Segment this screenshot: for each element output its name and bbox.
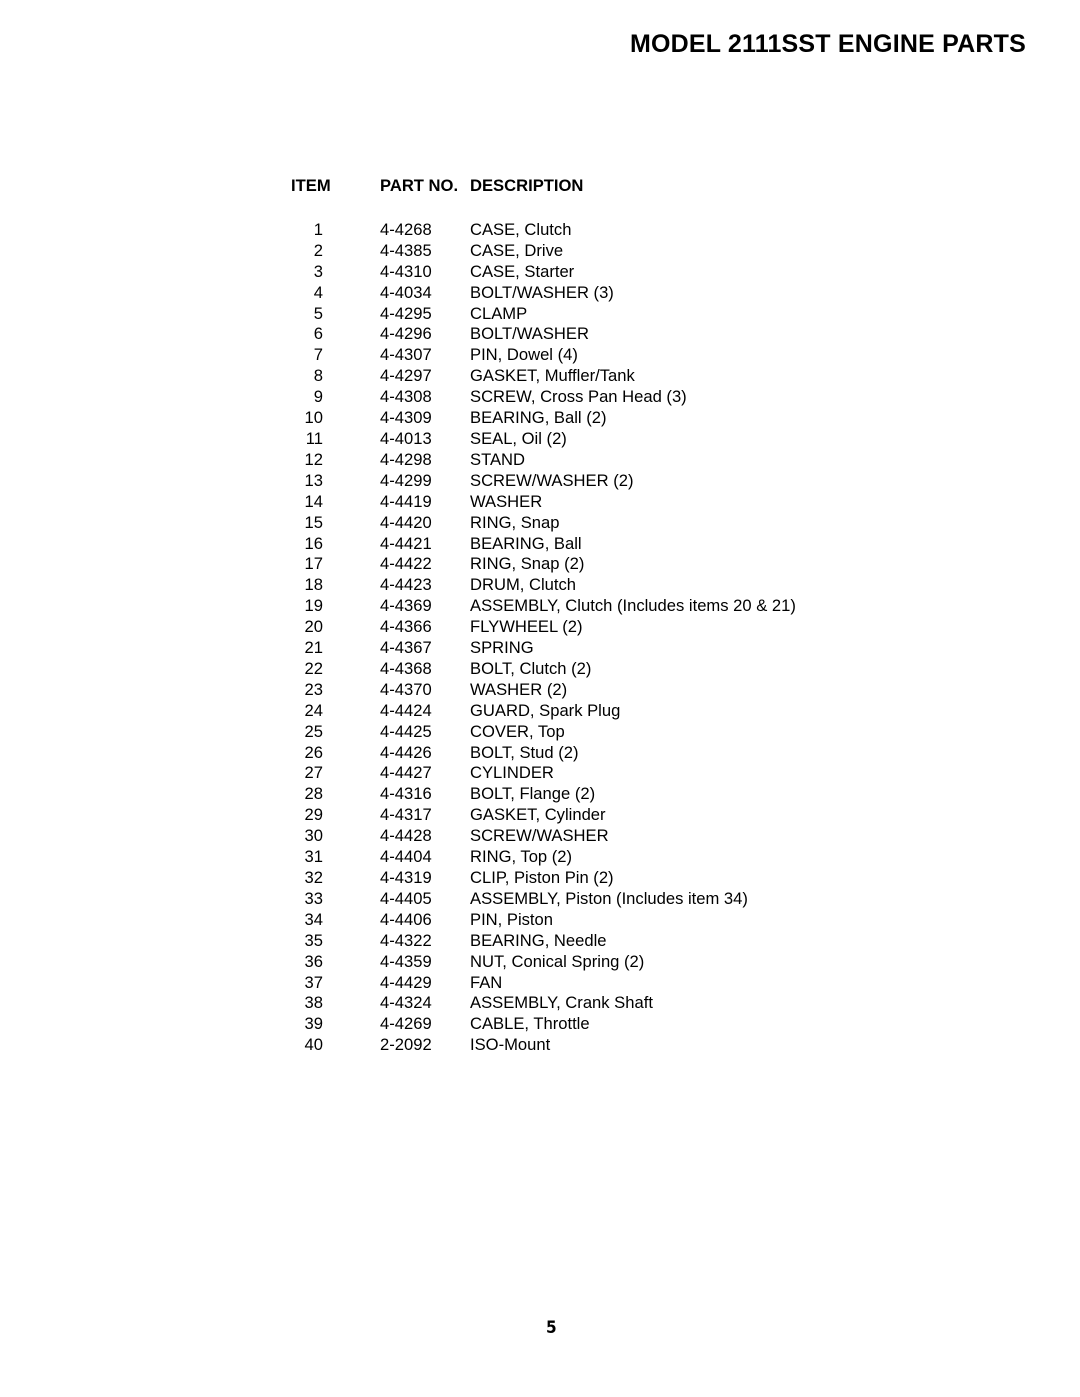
table-row	[290, 345, 796, 366]
table-row	[290, 763, 796, 784]
item-number: 33	[304, 888, 323, 908]
part-description: RING, Top (2)	[470, 847, 573, 867]
item-number: 40	[304, 1035, 323, 1055]
part-description: PIN, Dowel (4)	[470, 345, 578, 365]
part-description: BEARING, Needle	[470, 930, 607, 950]
table-row	[290, 408, 796, 429]
part-description: GASKET, Muffler/Tank	[470, 366, 635, 386]
item-number: 36	[304, 951, 323, 971]
part-description: GUARD, Spark Plug	[470, 700, 621, 720]
item-number: 16	[304, 533, 323, 553]
part-description: CASE, Starter	[470, 261, 575, 281]
item-number: 19	[304, 596, 323, 616]
item-number: 31	[304, 847, 323, 867]
item-number: 18	[304, 575, 323, 595]
part-description: WASHER (2)	[470, 679, 568, 699]
part-description: BEARING, Ball (2)	[470, 408, 607, 428]
item-number: 24	[304, 700, 323, 720]
part-number: 4-4322	[380, 930, 432, 950]
table-row	[290, 554, 796, 575]
table-row	[290, 471, 796, 492]
part-description: SEAL, Oil (2)	[470, 428, 567, 448]
table-row	[290, 910, 796, 931]
part-description: ASSEMBLY, Clutch (Includes items 20 & 21)	[470, 596, 796, 616]
part-number: 4-4298	[380, 449, 432, 469]
item-number: 12	[304, 449, 323, 469]
item-number: 15	[304, 512, 323, 532]
item-number: 27	[304, 763, 323, 783]
table-row	[290, 889, 796, 910]
part-number: 4-4359	[380, 951, 432, 971]
part-description: CABLE, Throttle	[470, 1014, 590, 1034]
part-description: ASSEMBLY, Crank Shaft	[470, 993, 653, 1013]
item-number: 9	[313, 387, 323, 407]
item-number: 34	[304, 909, 323, 929]
part-description: COVER, Top	[470, 721, 565, 741]
part-number: 4-4429	[380, 972, 432, 992]
item-number: 35	[304, 930, 323, 950]
table-header-row	[290, 176, 796, 220]
part-description: BOLT, Flange (2)	[470, 784, 596, 804]
table-row	[290, 743, 796, 764]
item-number: 39	[304, 1014, 323, 1034]
table-row	[290, 513, 796, 534]
item-number: 11	[305, 428, 323, 448]
table-row	[290, 680, 796, 701]
table-row	[290, 659, 796, 680]
part-description: CYLINDER	[470, 763, 554, 783]
table-row	[290, 805, 796, 826]
part-number: 4-4370	[380, 679, 432, 699]
part-description: SPRING	[470, 638, 534, 658]
part-number: 4-4268	[380, 219, 432, 239]
part-number: 4-4319	[380, 868, 432, 887]
table-row	[290, 450, 796, 471]
part-number: 2-2092	[380, 1035, 432, 1055]
table-row	[290, 868, 796, 889]
item-number: 37	[304, 972, 323, 992]
part-number: 4-4422	[380, 554, 432, 574]
item-number: 2	[313, 240, 323, 260]
item-number: 21	[304, 638, 323, 658]
part-number: 4-4428	[380, 826, 432, 846]
column-header-item: ITEM	[291, 176, 331, 195]
column-header-description: DESCRIPTION	[470, 176, 584, 195]
parts-table-body	[290, 220, 796, 1056]
page-title: MODEL 2111SST ENGINE PARTS	[629, 30, 1026, 58]
part-description: BEARING, Ball	[470, 533, 582, 553]
part-description: RING, Snap (2)	[470, 554, 585, 574]
item-number: 14	[304, 491, 323, 511]
table-row	[290, 722, 796, 743]
part-number: 4-4419	[380, 491, 432, 511]
part-description: BOLT, Clutch (2)	[470, 658, 592, 678]
part-number: 4-4296	[380, 324, 432, 344]
item-number: 32	[304, 868, 323, 887]
table-row	[290, 1035, 796, 1056]
part-number: 4-4310	[380, 261, 432, 281]
table-row	[290, 784, 796, 805]
part-number: 4-4013	[380, 428, 432, 448]
part-description: CLIP, Piston Pin (2)	[470, 868, 614, 887]
part-description: ASSEMBLY, Piston (Includes item 34)	[470, 888, 748, 908]
part-description: FLYWHEEL (2)	[470, 617, 583, 637]
item-number: 10	[304, 408, 323, 428]
table-row	[290, 304, 796, 325]
item-number: 38	[304, 993, 323, 1013]
table-row	[290, 931, 796, 952]
part-number: 4-4297	[380, 366, 432, 386]
item-number: 7	[313, 345, 323, 365]
part-number: 4-4405	[380, 888, 432, 908]
item-number: 4	[313, 282, 323, 302]
table-row	[290, 993, 796, 1014]
table-row	[290, 283, 796, 304]
part-number: 4-4425	[380, 721, 432, 741]
item-number: 13	[304, 470, 323, 490]
item-number: 29	[304, 805, 323, 825]
table-row	[290, 575, 796, 596]
part-number: 4-4369	[380, 596, 432, 616]
part-number: 4-4427	[380, 763, 432, 783]
table-row	[290, 617, 796, 638]
table-row	[290, 492, 796, 513]
table-row	[290, 324, 796, 345]
part-number: 4-4307	[380, 345, 432, 365]
part-description: SCREW/WASHER	[470, 826, 609, 846]
part-description: ISO-Mount	[470, 1035, 551, 1055]
table-row	[290, 973, 796, 994]
part-number: 4-4295	[380, 303, 432, 323]
part-description: NUT, Conical Spring (2)	[470, 951, 645, 971]
part-number: 4-4426	[380, 742, 432, 762]
part-number: 4-4385	[380, 240, 432, 260]
item-number: 25	[304, 721, 323, 741]
part-description: BOLT/WASHER (3)	[470, 282, 614, 302]
item-number: 20	[304, 617, 323, 637]
part-number: 4-4299	[380, 470, 432, 490]
table-row	[290, 262, 796, 283]
part-description: SCREW, Cross Pan Head (3)	[470, 387, 687, 407]
part-description: RING, Snap	[470, 512, 560, 532]
part-number: 4-4324	[380, 993, 432, 1013]
part-description: CLAMP	[470, 303, 528, 323]
table-row	[290, 534, 796, 555]
part-number: 4-4368	[380, 658, 432, 678]
table-row	[290, 241, 796, 262]
part-description: STAND	[470, 449, 526, 469]
part-number: 4-4309	[380, 408, 432, 428]
part-number: 4-4317	[380, 805, 432, 825]
column-header-part-no: PART NO.	[380, 176, 459, 195]
table-row	[290, 429, 796, 450]
table-row	[290, 220, 796, 241]
part-description: CASE, Drive	[470, 240, 564, 260]
table-row	[290, 366, 796, 387]
table-row	[290, 387, 796, 408]
part-number: 4-4308	[380, 387, 432, 407]
part-number: 4-4316	[380, 784, 432, 804]
part-description: FAN	[470, 972, 503, 992]
part-number: 4-4269	[380, 1014, 432, 1034]
part-description: SCREW/WASHER (2)	[470, 470, 634, 490]
item-number: 3	[313, 261, 323, 281]
page-number: 5	[546, 1318, 557, 1338]
item-number: 23	[304, 679, 323, 699]
item-number: 28	[304, 784, 323, 804]
part-number: 4-4404	[380, 847, 432, 867]
table-row	[290, 1014, 796, 1035]
part-number: 4-4423	[380, 575, 432, 595]
item-number: 22	[304, 658, 323, 678]
item-number: 6	[313, 324, 323, 344]
part-description: PIN, Piston	[470, 909, 554, 929]
item-number: 30	[304, 826, 323, 846]
item-number: 8	[313, 366, 323, 386]
part-number: 4-4034	[380, 282, 432, 302]
table-row	[290, 638, 796, 659]
part-description: BOLT/WASHER	[470, 324, 589, 344]
part-number: 4-4367	[380, 638, 432, 658]
part-description: CASE, Clutch	[470, 219, 572, 239]
part-number: 4-4406	[380, 909, 432, 929]
part-number: 4-4421	[380, 533, 432, 553]
part-number: 4-4424	[380, 700, 432, 720]
item-number: 17	[304, 554, 323, 574]
table-row	[290, 952, 796, 973]
part-description: GASKET, Cylinder	[470, 805, 606, 825]
part-description: WASHER	[470, 491, 543, 511]
table-row	[290, 826, 796, 847]
part-number: 4-4420	[380, 512, 432, 532]
item-number: 5	[313, 303, 323, 323]
item-number: 1	[313, 219, 323, 239]
part-description: BOLT, Stud (2)	[470, 742, 579, 762]
item-number: 26	[304, 742, 323, 762]
table-row	[290, 847, 796, 868]
parts-table	[290, 176, 796, 1056]
table-row	[290, 596, 796, 617]
part-number: 4-4366	[380, 617, 432, 637]
table-row	[290, 701, 796, 722]
part-description: DRUM, Clutch	[470, 575, 577, 595]
